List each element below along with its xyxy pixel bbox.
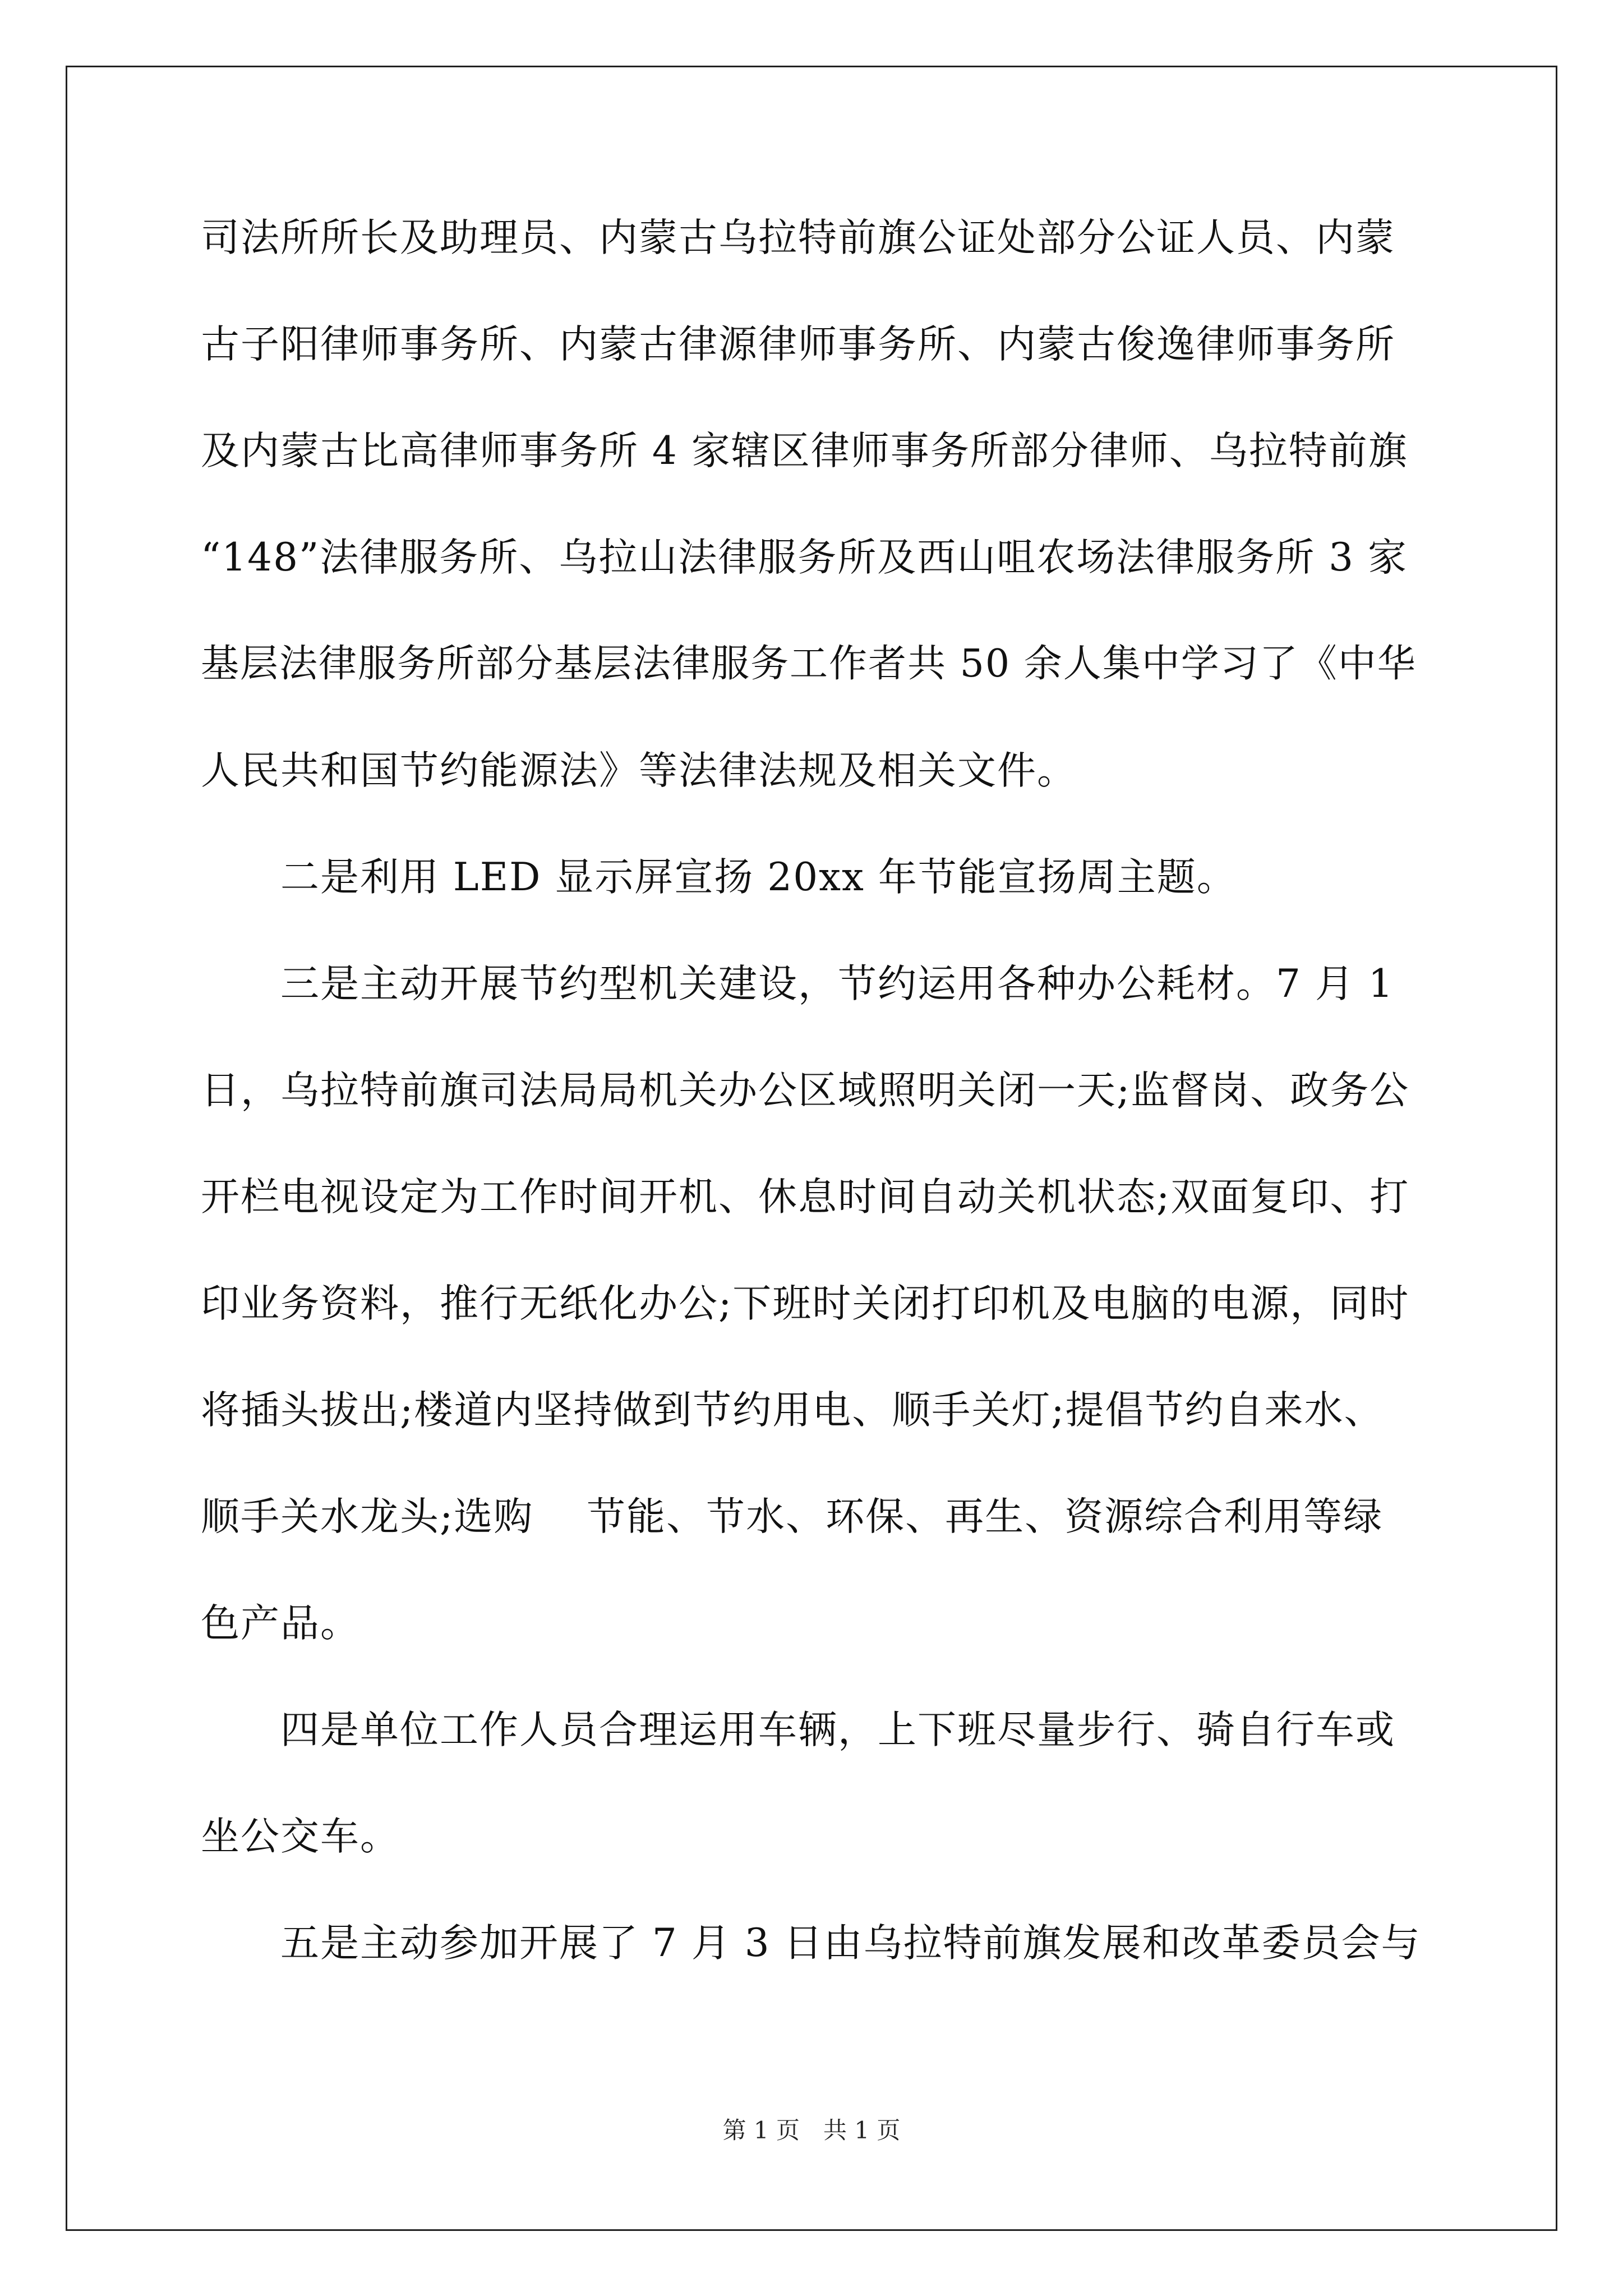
paragraph-line: “148”法律服务所、乌拉山法律服务所及西山咀农场法律服务所 3 家 <box>201 535 1408 580</box>
paragraph-line: 开栏电视设定为工作时间开机、休息时间自动关机状态;双面复印、打 <box>201 1175 1410 1220</box>
page-border <box>66 66 1557 2231</box>
paragraph-line: 基层法律服务所部分基层法律服务工作者共 50 余人集中学习了《中华 <box>201 642 1417 686</box>
paragraph-line: 五是主动参加开展了 7 月 3 日由乌拉特前旗发展和改革委员会与 <box>280 1921 1421 1966</box>
paragraph-line: 将插头拔出;楼道内坚持做到节约用电、顺手关灯;提倡节约自来水、 <box>201 1388 1384 1433</box>
paragraph-line: 坐公交车。 <box>201 1814 400 1859</box>
paragraph-line: 人民共和国节约能源法》等法律法规及相关文件。 <box>201 748 1077 793</box>
paragraph-line: 三是主动开展节约型机关建设，节约运用各种办公耗材。7 月 1 <box>280 961 1394 1006</box>
paragraph-line: 日，乌拉特前旗司法局局机关办公区域照明关闭一天;监督岗、政务公 <box>201 1068 1410 1113</box>
paragraph-line: 色产品。 <box>201 1601 360 1646</box>
paragraph-line: 司法所所长及助理员、内蒙古乌拉特前旗公证处部分公证人员、内蒙 <box>201 215 1395 260</box>
paragraph-line: 印业务资料，推行无纸化办公;下班时关闭打印机及电脑的电源，同时 <box>201 1281 1410 1326</box>
paragraph-line: 古子阳律师事务所、内蒙古律源律师事务所、内蒙古俊逸律师事务所 <box>201 322 1395 367</box>
paragraph-line: 顺手关水龙头;选购 节能、节水、环保、再生、资源综合利用等绿 <box>201 1494 1384 1539</box>
paragraph-line: 四是单位工作人员合理运用车辆，上下班尽量步行、骑自行车或 <box>280 1708 1395 1752</box>
page-number-footer: 第 1 页 共 1 页 <box>722 2116 901 2144</box>
paragraph-line: 二是利用 LED 显示屏宣扬 20xx 年节能宣扬周主题。 <box>280 855 1237 900</box>
paragraph-line: 及内蒙古比高律师事务所 4 家辖区律师事务所部分律师、乌拉特前旗 <box>201 429 1408 473</box>
